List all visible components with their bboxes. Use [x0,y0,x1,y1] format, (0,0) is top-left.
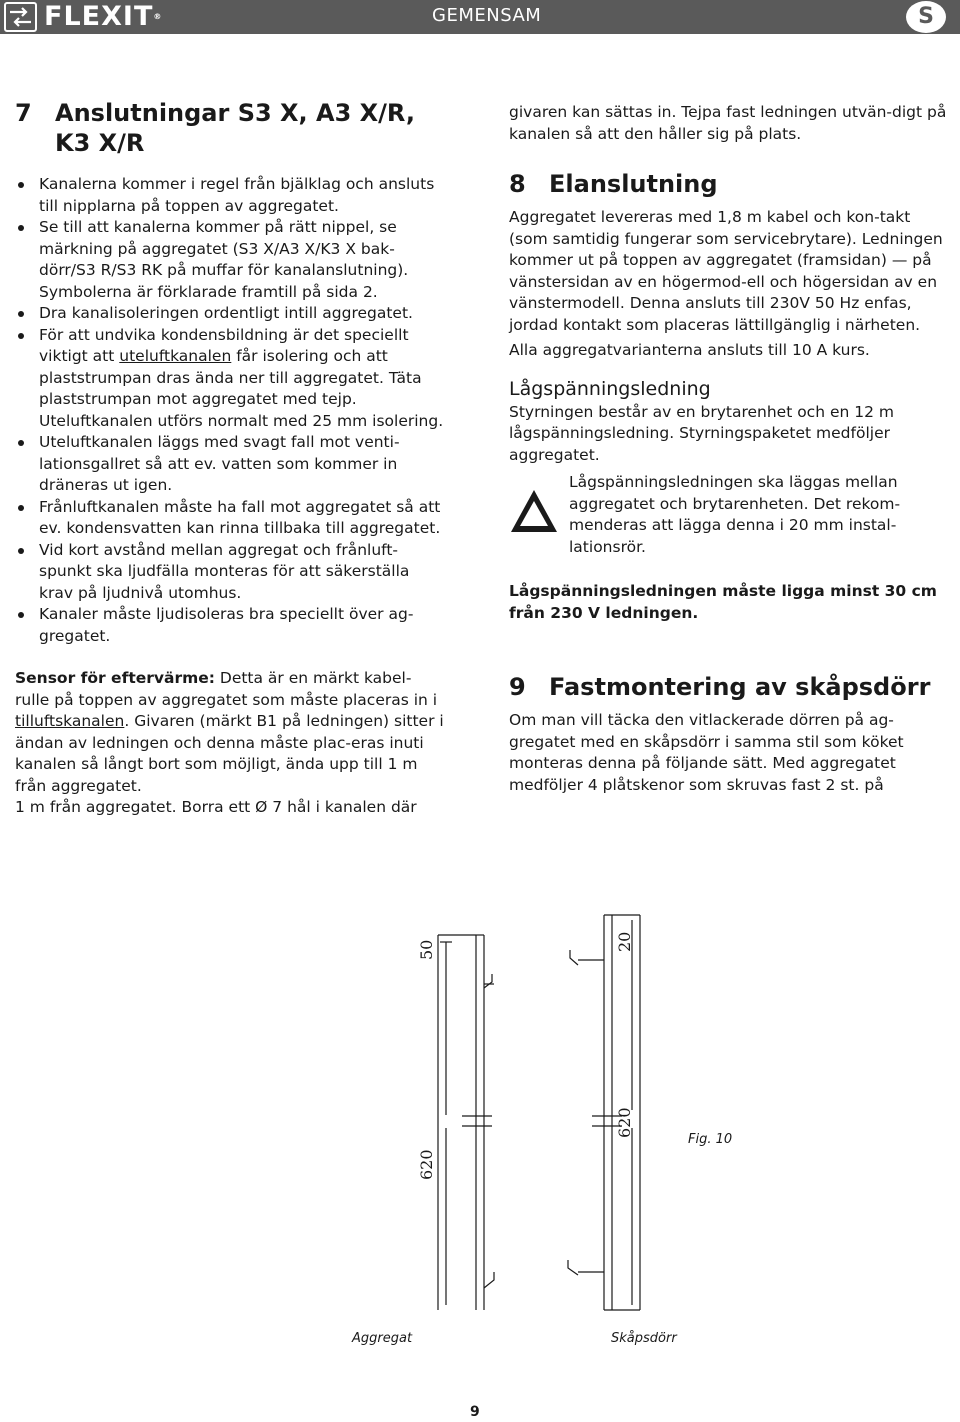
dimension-label: 620 [615,1107,634,1138]
figure-caption: Fig. 10 [688,1132,733,1147]
heading-section-8: 8 Elanslutning [509,170,718,198]
dimension-label: 620 [417,1149,436,1180]
list-item: För att undvika kondensbildning är det speciellt viktigt att uteluftkanalen får isolering och att plaststrumpan dras ända ner till aggregatet. Täta plaststrumpan mot aggregatet med tejp. Uteluftkanalen utförs normalt med 25 mm isolering. [15,325,445,433]
brand-logo: FLEXIT® [44,1,163,32]
sensor-paragraph: Sensor för eftervärme: Detta är en märkt kabel-rulle på toppen av aggregatet som måste placeras in i tilluftskanalen. Givaren (märkt B1 på ledningen) sitter i ändan av ledningen och denna måste plac-eras inuti kanalen så långt bort som möjligt, ända upp till 1 m från aggregatet. [15,669,444,795]
intro-paragraph: givaren kan sättas in. Tejpa fast ledningen utvän-digt på kanalen så att den håller sig på plats. [509,103,947,143]
heading-section-7: 7 Anslutningar S3 X, A3 X/R, K3 X/R [15,99,415,157]
low-voltage-paragraph: Styrningen består av en brytarenhet och en 12 m lågspänningsledning. Styrningspaketet medföljer aggregatet. [509,402,894,464]
list-item: Kanalerna kommer i regel från bjälklag och ansluts till nipplarna på toppen av aggregatet. [15,174,445,217]
warning-note [509,472,949,558]
left-column [15,98,445,819]
list-item: Frånluftkanalen måste ha fall mot aggregatet så att ev. kondensvatten kan rinna tillbaka till aggregatet. [15,497,445,540]
electrical-paragraph: Aggregatet levereras med 1,8 m kabel och kon-takt (som samtidig fungerar som servicebrytare). Ledningen kommer ut på toppen av aggregatet (framsidan) — på vänstersidan av en högermod-ell och högersidan av en vänstermodell. Denna ansluts till 230V 50 Hz enfas, jordad kontakt som placeras lättillgänglig i närheten. [509,208,943,334]
section-label: GEMENSAM [432,5,542,26]
cabinet-door-label: Skåpsdörr [611,1331,677,1346]
subheading-low-voltage: Lågspänningsledning [509,377,711,400]
page-number: 9 [470,1404,480,1420]
electrical-paragraph-2: Alla aggregatvarianterna ansluts till 10 A kurs. [509,341,870,359]
figure-10-drawing [0,880,960,1360]
warning-text: Lågspänningsledningen ska läggas mellan aggregatet och brytarenheten. Det rekom-menderas att lägga denna i 20 mm instal-lationsrör. [569,473,901,556]
list-item: Kanaler måste ljudisoleras bra speciellt över ag-gregatet. [15,604,445,647]
connection-list [15,174,445,647]
warning-icon [509,488,559,534]
page-header [0,0,960,34]
aggregat-label: Aggregat [352,1331,413,1346]
section-badge: S [906,1,946,33]
sensor-paragraph-cont: 1 m från aggregatet. Borra ett Ø 7 hål i kanalen där [15,798,417,816]
right-column [509,102,949,796]
dimension-label: 20 [615,931,634,952]
bold-note: Lågspänningsledningen måste ligga minst 30 cm från 230 V ledningen. [509,582,937,622]
heading-section-9: 9 Fastmontering av skåpsdörr [509,673,931,701]
list-item: Vid kort avstånd mellan aggregat och frånluft-spunkt ska ljudfälla monteras för att säkerställa krav på ljudnivå utomhus. [15,540,445,605]
cabinet-door-paragraph: Om man vill täcka den vitlackerade dörren på ag-gregatet med en skåpsdörr i samma stil som köket monteras denna på följande sätt. Med aggregatet medföljer 4 plåtskenor som skruvas fast 2 st. på [509,711,904,794]
list-item: Uteluftkanalen läggs med svagt fall mot venti-lationsgallret så att ev. vatten som kommer in dräneras ut igen. [15,432,445,497]
dimension-label: 50 [417,939,436,960]
flexit-logo-icon [4,2,37,32]
list-item: Se till att kanalerna kommer på rätt nippel, se märkning på aggregatet (S3 X/A3 X/K3 X bak-dörr/S3 R/S3 RK på muffar för kanalanslutning). Symbolerna är förklarade framtill på sida 2. [15,217,445,303]
list-item: Dra kanalisoleringen ordentligt intill aggregatet. [15,303,445,325]
